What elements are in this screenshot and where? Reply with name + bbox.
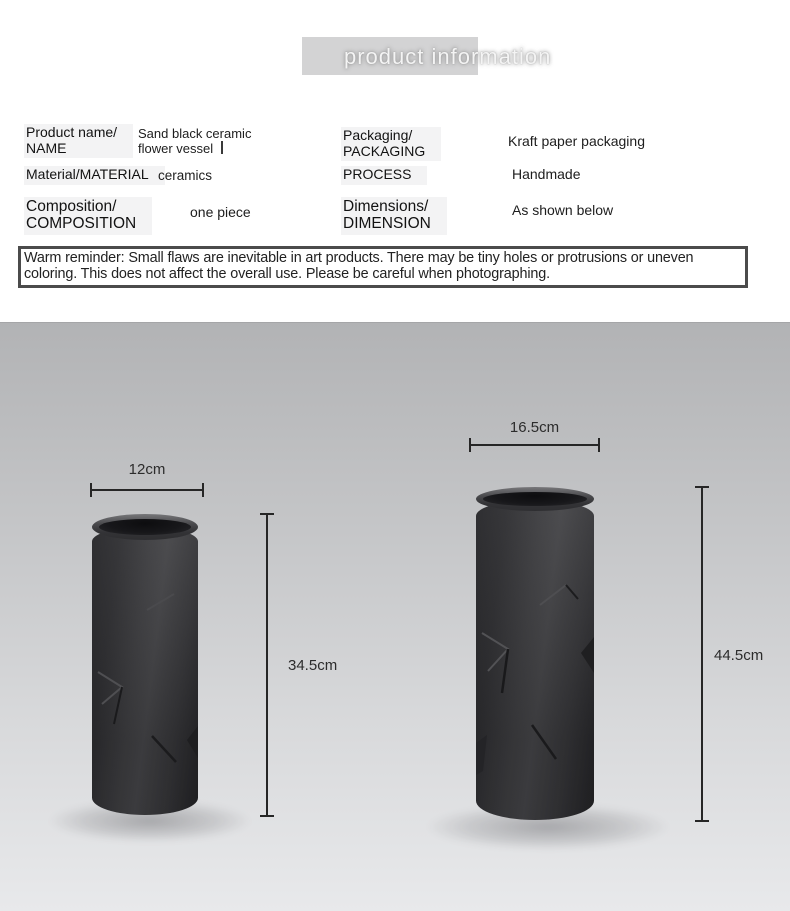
left-vase-width-dimension-line <box>90 489 204 491</box>
right-vase-height-dimension-line <box>701 486 703 822</box>
spec-label-composition <box>24 197 152 235</box>
spec-value-dimensions: As shown below <box>512 202 614 218</box>
left-vase <box>92 514 198 815</box>
spec-value-material: ceramics <box>158 168 213 183</box>
spec-label-material <box>24 166 165 185</box>
spec-label-line: Product name/ <box>26 124 118 140</box>
spec-value-composition: one piece <box>190 204 251 220</box>
spec-label-line: PROCESS <box>343 166 412 182</box>
spec-label-product-name <box>24 124 133 158</box>
warm-reminder-text: Warm reminder: Small flaws are inevitable in art products. There may be tiny holes or protrusions or uneven coloring. This does not affect the overall use. Please be careful when photographing. <box>24 250 694 282</box>
spec-label-line: DIMENSION <box>343 215 431 233</box>
spec-value-process: Handmade <box>512 166 581 182</box>
spec-label-line: PACKAGING <box>343 142 426 159</box>
left-vase-height-dimension-line <box>266 513 268 817</box>
crack-marks <box>476 487 594 820</box>
left-vase-height-label: 34.5cm <box>288 657 338 674</box>
spec-label-line: Packaging/ <box>343 127 413 143</box>
right-vase <box>476 487 594 820</box>
spec-label-line: Material/MATERIAL <box>26 166 149 182</box>
product-photo <box>0 322 790 911</box>
spec-label-packaging <box>341 127 441 161</box>
right-vase-height-label: 44.5cm <box>714 647 764 664</box>
spec-label-line: Composition/ <box>26 198 117 215</box>
spec-label-line: Dimensions/ <box>343 198 429 215</box>
text-caret <box>221 141 223 154</box>
spec-value-product-name: Sand black ceramic flower vessel <box>138 126 252 156</box>
right-vase-width-label: 16.5cm <box>509 419 560 436</box>
left-vase-width-label: 12cm <box>128 461 166 478</box>
page-title: product information <box>344 44 552 69</box>
spec-label-dimensions <box>341 197 447 235</box>
spec-label-process <box>341 166 427 185</box>
crack-marks <box>92 514 198 815</box>
warm-reminder-box <box>18 246 748 288</box>
spec-value-packaging: Kraft paper packaging <box>508 133 645 149</box>
spec-label-line: COMPOSITION <box>26 215 137 233</box>
right-vase-width-dimension-line <box>469 444 600 446</box>
spec-label-line: NAME <box>26 139 67 156</box>
